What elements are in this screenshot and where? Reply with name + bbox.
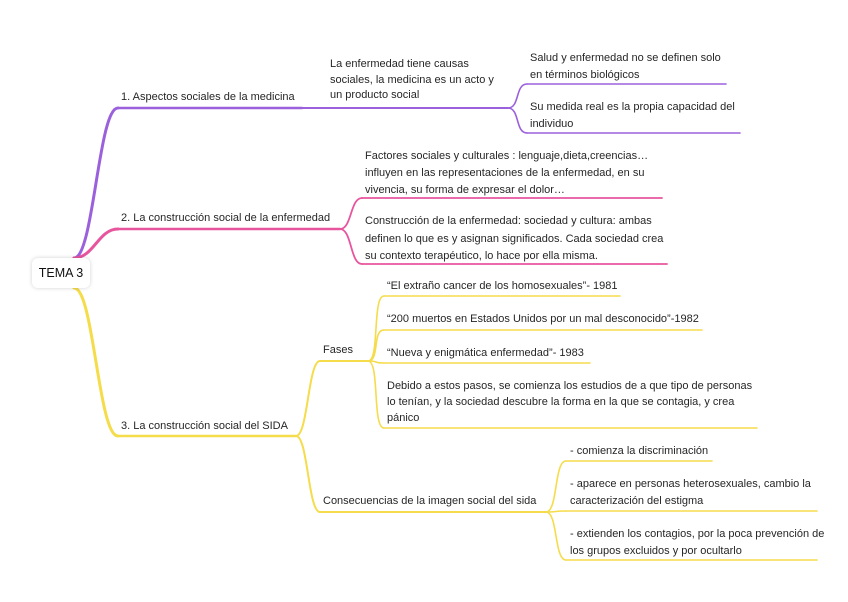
node-factores-sociales[interactable] bbox=[365, 148, 657, 199]
node-label: Factores sociales y culturales : lenguaje,dieta,creencias… influyen en las representaciones de la enfermedad, en su vivencia, su forma de expresar el dolor… bbox=[365, 150, 649, 196]
node-consecuencias[interactable] bbox=[323, 493, 536, 510]
node-construccion-sociedad-cultura[interactable] bbox=[365, 213, 665, 266]
node-label: “Nueva y enigmática enfermedad”- 1983 bbox=[387, 347, 584, 359]
node-medida-real[interactable] bbox=[530, 99, 740, 133]
topic-aspectos-sociales[interactable] bbox=[121, 89, 295, 106]
connector-topic3-fases bbox=[296, 361, 320, 436]
connector-node-salud bbox=[508, 84, 527, 108]
node-label: Construcción de la enfermedad: sociedad y cultura: ambas definen lo que es y asignan significados. Cada sociedad crea su contexto terapéutico, lo hace por ella misma. bbox=[365, 215, 664, 262]
connector-fases-debido bbox=[368, 361, 384, 428]
topic-construccion-enfermedad[interactable] bbox=[121, 210, 330, 227]
node-label: Consecuencias de la imagen social del sida bbox=[323, 495, 537, 507]
connector-topic2-construccion bbox=[340, 229, 362, 264]
node-label: - comienza la discriminación bbox=[570, 445, 709, 457]
connector-consec-contagios bbox=[546, 512, 566, 560]
connector-fases-1981 bbox=[368, 296, 384, 361]
node-discriminacion[interactable] bbox=[570, 443, 708, 460]
connector-consec-discrim bbox=[546, 461, 566, 512]
connector-topic2-factores bbox=[340, 198, 362, 229]
root-label: TEMA 3 bbox=[38, 266, 84, 280]
connector-topic3-consecuencias bbox=[296, 436, 320, 512]
node-extienden-contagios[interactable] bbox=[570, 526, 825, 560]
topic-label: 3. La construcción social del SIDA bbox=[121, 420, 288, 432]
node-debido-pasos[interactable] bbox=[387, 378, 757, 426]
node-label: - extienden los contagios, por la poca prevención de los grupos excluidos y por ocultarlo bbox=[570, 528, 825, 557]
node-fase-1981[interactable] bbox=[387, 278, 618, 295]
connector-root-topic3 bbox=[74, 288, 118, 436]
node-label: Debido a estos pasos, se comienza los estudios de a que tipo de personas lo tenían, y la sociedad descubre la forma en la que se contagia, y crea pánico bbox=[387, 380, 753, 424]
node-label: Salud y enfermedad no se definen solo en términos biológicos bbox=[530, 52, 721, 81]
node-fase-1982[interactable] bbox=[387, 311, 699, 328]
node-label: - aparece en personas heterosexuales, cambio la caracterización del estigma bbox=[570, 478, 811, 507]
node-fase-1983[interactable] bbox=[387, 345, 584, 362]
node-heterosexuales[interactable] bbox=[570, 476, 820, 510]
connector-node-medida bbox=[508, 108, 527, 133]
topic-construccion-sida[interactable] bbox=[121, 418, 288, 435]
node-label: Fases bbox=[323, 344, 353, 356]
node-fases[interactable] bbox=[323, 342, 353, 359]
node-label: “El extraño cancer de los homosexuales”- 1981 bbox=[387, 280, 618, 292]
connector-root-topic1 bbox=[74, 108, 118, 258]
node-label: La enfermedad tiene causas sociales, la medicina es un acto y un producto social bbox=[330, 58, 494, 101]
node-salud-enfermedad[interactable] bbox=[530, 50, 730, 84]
root-node[interactable] bbox=[32, 258, 90, 288]
node-label: “200 muertos en Estados Unidos por un mal desconocido”-1982 bbox=[387, 313, 699, 325]
topic-label: 1. Aspectos sociales de la medicina bbox=[121, 91, 295, 103]
node-causas-sociales[interactable] bbox=[330, 57, 508, 104]
topic-label: 2. La construcción social de la enfermedad bbox=[121, 212, 331, 224]
node-label: Su medida real es la propia capacidad del individuo bbox=[530, 101, 735, 130]
